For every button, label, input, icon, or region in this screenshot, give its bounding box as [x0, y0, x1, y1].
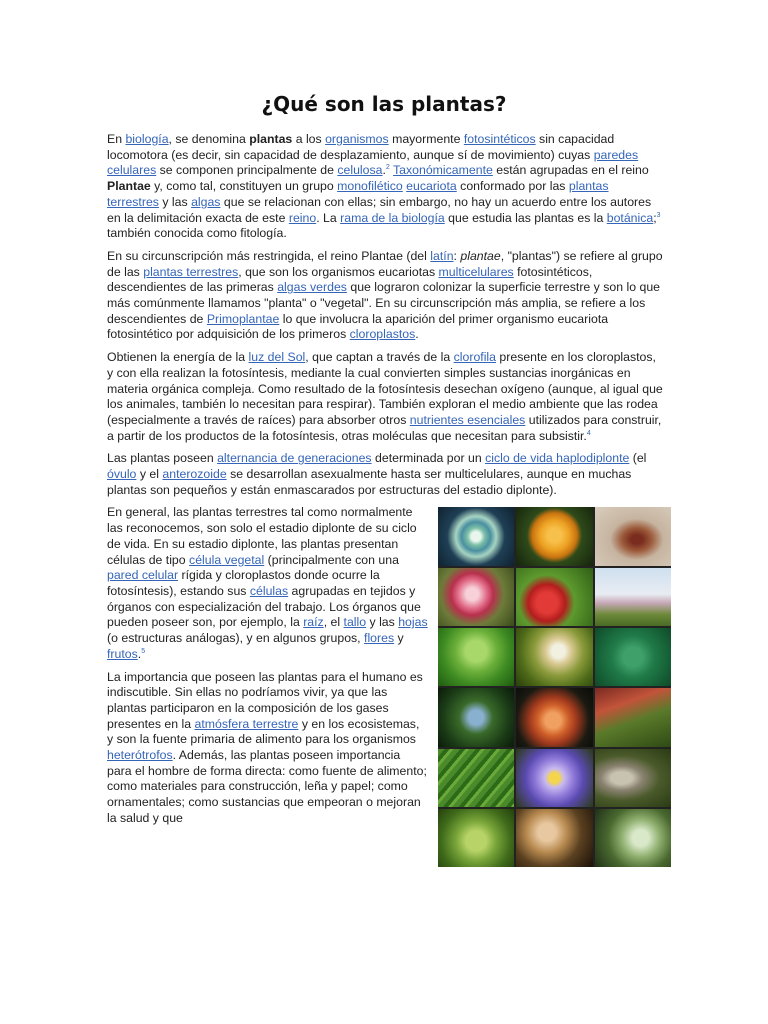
- text: que lograron colonizar la superficie terrestre y son lo que más comúnmente llamamos "planta" o "vegetal". En su circunscripción más amplia, se refiere a los descendientes de: [107, 280, 660, 326]
- sundew-photo: [438, 568, 514, 626]
- fern-photo: [595, 628, 671, 686]
- link-reino[interactable]: reino: [288, 210, 317, 225]
- text: a los: [292, 132, 326, 146]
- link-raiz[interactable]: raíz: [303, 615, 324, 630]
- text: .: [137, 646, 142, 661]
- link-botanica[interactable]: botánica: [606, 210, 654, 225]
- moss-sporophyte-photo: [516, 628, 592, 686]
- link-heterotrofos[interactable]: heterótrofos: [107, 748, 173, 763]
- link-clorofila[interactable]: clorofila: [453, 350, 496, 365]
- text: , se denomina: [168, 132, 250, 146]
- text: Obtienen la energía de la: [107, 350, 249, 365]
- link-taxonomicamente[interactable]: Taxonómicamente: [393, 163, 493, 178]
- text: lo que involucra la aparición del primer organismo eucariota fotosintético por adquisición de los primeros: [107, 311, 609, 342]
- text: también conocida como fitología.: [107, 226, 287, 241]
- seeds-photo: [516, 809, 592, 867]
- diatom-photo: [438, 507, 514, 565]
- link-eucariota[interactable]: eucariota: [406, 179, 457, 194]
- link-organismos[interactable]: organismos: [325, 132, 389, 146]
- text: (o estructuras análogas), y en algunos grupos,: [107, 631, 365, 646]
- text: se componen principalmente de: [156, 163, 338, 178]
- text: y las: [158, 194, 192, 209]
- bold-term: Plantae: [107, 179, 151, 194]
- fungi-photo: [595, 688, 671, 746]
- text: rígida y cloroplastos donde ocurre la fotosíntesis), estando sus: [107, 568, 380, 598]
- text: y el: [136, 467, 163, 482]
- link-algas-verdes[interactable]: algas verdes: [277, 280, 347, 295]
- text: se desarrollan asexualmente hasta ser multicelulares, aunque en muchas plantas son pequeños y están enmascarados por estructuras del estadio diplonte).: [107, 467, 632, 497]
- text: utilizados para construir, a partir de los productos de la fotosíntesis, otras moléculas que necesitan para subsistir.: [107, 412, 662, 443]
- link-celula-vegetal[interactable]: célula vegetal: [189, 552, 265, 567]
- italic-term: plantae: [460, 248, 501, 263]
- text: y en los ecosistemas, y son la fuente primaria de alimento para los organismos: [107, 716, 420, 747]
- flowering-plant-photo: [595, 507, 671, 565]
- ginkgo-photo: [438, 628, 514, 686]
- tree-photo: [595, 568, 671, 626]
- text: presente en los cloroplastos, y con ella realizan la fotosíntesis, mediante la cual convierten simples sustancias inorgánicas en materia orgánica compleja. Como resultado de la fotosíntesis desechan oxígeno (aunque, al igual que los animales, también lo necesitan para respirar). También exploran el medio ambiente que las rodea (especialmente a través de raíces) para absorber otros: [107, 350, 663, 427]
- text: En su circunscripción más restringida, el reino Plantae (del: [107, 248, 431, 263]
- pinecone-photo: [595, 749, 671, 807]
- paragraph-definition: En biología, se denomina plantas a los organismos mayormente fotosintéticos sin capacidad locomotora (es decir, sin capacidad de desplazamiento, aunque sí de movimiento) cuyas paredes celulares se componen principalmente de celulosa.$^2$ Taxonómicamente están agrupadas en el reino Plantae y, como tal, constituyen un grupo monofilético eucariota conformado por las plantas terrestres y las algas que se relacionan con ellas; sin embargo, no hay un acuerdo entre los autores en la delimitación exacta de este reino. La rama de la biología que estudia las plantas es la botánica;$^3$ también conocida como fitología.: [107, 132, 661, 241]
- paragraph-generaciones: [107, 451, 663, 498]
- text: y, como tal, constituyen un grupo: [150, 179, 338, 194]
- link-anterozoide[interactable]: anterozoide: [162, 467, 227, 482]
- paragraph-circunscripcion: [107, 249, 663, 343]
- text: agrupadas en tejidos y órganos con especialización del trabajo. Los órganos que pueden poseer son, por ejemplo, la: [107, 583, 421, 630]
- link-plantas-terrestres-2[interactable]: plantas terrestres: [143, 264, 239, 279]
- text: que estudia las plantas es la: [444, 210, 607, 225]
- text: En: [107, 132, 126, 146]
- bold-term: plantas: [249, 132, 293, 146]
- text: En general, las plantas terrestres tal como normalmente las reconocemos, son solo el estadio diplonte de su ciclo de vida. En su estadio diplonte, las plantas presentan células de tipo: [107, 505, 417, 567]
- text: sin capacidad locomotora (es decir, sin capacidad de desplazamiento, aunque sí de movimiento) cuyas: [107, 132, 615, 162]
- text: fotosintéticos, descendientes de las primeras: [107, 264, 593, 295]
- text: mayormente: [388, 132, 464, 146]
- link-pared-celular[interactable]: pared celular: [107, 568, 179, 583]
- footnote-ref[interactable]: 2: [385, 164, 390, 172]
- link-tallo[interactable]: tallo: [343, 615, 367, 630]
- footnote-ref[interactable]: 3: [656, 211, 661, 219]
- orchid-photo: [516, 688, 592, 746]
- link-cloroplastos[interactable]: cloroplastos: [349, 327, 416, 342]
- link-frutos[interactable]: frutos: [107, 646, 138, 661]
- link-latin[interactable]: latín: [430, 248, 454, 263]
- link-plantas-terrestres[interactable]: plantas terrestres: [107, 179, 609, 209]
- text: La importancia que poseen las plantas para el humano es indiscutible. Sin ellas no podríamos vivir, ya que las plantas participaron en la composición de los gases presentes en la: [107, 669, 423, 731]
- text: conformado por las: [456, 179, 569, 194]
- rose-photo: [516, 507, 592, 565]
- text: y las: [366, 615, 399, 630]
- link-primoplantae[interactable]: Primoplantae: [206, 311, 280, 326]
- text: , "plantas") se refiere al grupo de las: [107, 248, 663, 279]
- link-biologia[interactable]: biología: [125, 132, 169, 146]
- text: (principalmente con una: [264, 552, 399, 567]
- article-body: [107, 132, 663, 871]
- lettuce-photo: [438, 809, 514, 867]
- link-fotosinteticos[interactable]: fotosintéticos: [463, 132, 536, 146]
- page-title: ¿Qué son las plantas?: [261, 92, 507, 116]
- link-rama-biologia[interactable]: rama de la biología: [340, 210, 445, 225]
- text: y: [394, 631, 404, 646]
- footnote-ref[interactable]: 4: [586, 429, 591, 437]
- text: determinada por un: [371, 451, 486, 466]
- text: , el: [323, 615, 344, 630]
- lichen-photo: [595, 809, 671, 867]
- conifer-photo: [438, 749, 514, 807]
- link-atmosfera-terrestre[interactable]: atmósfera terrestre: [194, 716, 299, 731]
- text: , que captan a través de la: [305, 350, 454, 365]
- link-luz-del-sol[interactable]: luz del Sol: [248, 350, 306, 365]
- text: .: [415, 327, 419, 342]
- link-alternancia-generaciones[interactable]: alternancia de generaciones: [217, 451, 372, 466]
- aster-photo: [516, 749, 592, 807]
- link-nutrientes-esenciales[interactable]: nutrientes esenciales: [409, 412, 526, 427]
- link-flores[interactable]: flores: [364, 631, 395, 646]
- link-monofiletico[interactable]: monofilético: [337, 179, 403, 194]
- strawberry-photo: [516, 568, 592, 626]
- text: (el: [629, 451, 647, 466]
- text: . Además, las plantas poseen importancia para el hombre de forma directa: como fuente de alimento; como materiales para construcción, leña y papel; como ornamentales; como sustancias que empeoran o mejoran la salud y que: [107, 748, 427, 825]
- text: , que son los organismos eucariotas: [238, 264, 439, 279]
- text: Las plantas poseen: [107, 451, 218, 466]
- link-algas[interactable]: algas: [191, 194, 221, 209]
- paragraph-energia: [107, 350, 663, 444]
- text: :: [453, 248, 461, 263]
- link-paredes-celulares[interactable]: paredes celulares: [107, 147, 639, 178]
- link-ciclo-de-vida[interactable]: ciclo de vida haplodiplonte: [485, 451, 630, 466]
- link-celulas[interactable]: células: [249, 583, 289, 598]
- text: están agrupadas en el reino: [492, 163, 649, 178]
- link-ovulo[interactable]: óvulo: [107, 467, 137, 482]
- plant-collage-image: [438, 507, 671, 867]
- link-multicelulares[interactable]: multicelulares: [438, 264, 514, 279]
- text: que se relacionan con ellas; sin embargo, no hay un acuerdo entre los autores en la delimitación exacta de este: [107, 194, 652, 225]
- microscopic-algae-photo: [438, 688, 514, 746]
- text: . La: [316, 210, 341, 225]
- link-hojas[interactable]: hojas: [398, 615, 428, 630]
- link-celulosa[interactable]: celulosa: [337, 163, 383, 178]
- footnote-ref[interactable]: 5: [141, 647, 146, 655]
